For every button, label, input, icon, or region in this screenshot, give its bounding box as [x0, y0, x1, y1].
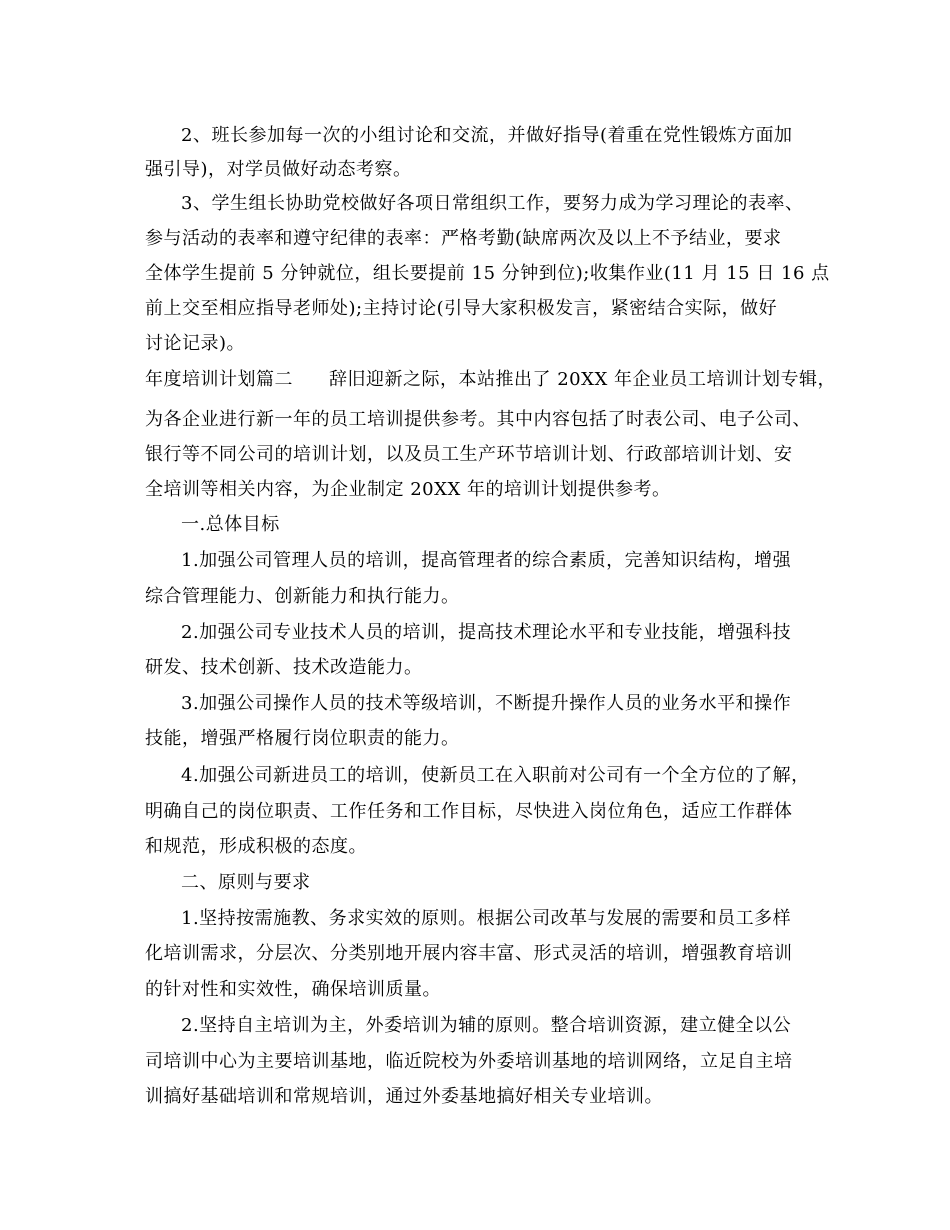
text-line: 和规范，形成积极的态度。 [145, 836, 367, 857]
section-intro: 辞旧迎新之际，本站推出了 20XX 年企业员工培训计划专辑， [329, 369, 836, 390]
text-line: 参与活动的表率和遵守纪律的表率：严格考勤(缺席两次及以上不予结业，要求 [145, 228, 782, 249]
text-line: 技能，增强严格履行岗位职责的能力。 [145, 728, 460, 749]
text-line: 讨论记录)。 [145, 333, 246, 354]
text-line: 研发、技术创新、技术改造能力。 [145, 657, 423, 678]
heading-line: 二、原则与要求 [181, 872, 311, 893]
text-line: 训搞好基础培训和常规培训，通过外委基地搞好相关专业培训。 [145, 1086, 663, 1107]
text-line: 1.坚持按需施教、务求实效的原则。根据公司改革与发展的需要和员工多样 [181, 908, 792, 929]
text-line: 明确自己的岗位职责、工作任务和工作目标，尽快进入岗位角色，适应工作群体 [145, 801, 793, 822]
text-line: 3、学生组长协助党校做好各项日常组织工作，要努力成为学习理论的表率、 [181, 193, 804, 214]
text-line: 前上交至相应指导老师处);主持讨论(引导大家积极发言，紧密结合实际，做好 [145, 298, 778, 319]
section-heading-line [145, 368, 836, 392]
text-line: 4.加强公司新进员工的培训，使新员工在入职前对公司有一个全方位的了解， [181, 765, 810, 786]
text-line: 综合管理能力、创新能力和执行能力。 [145, 586, 460, 607]
text-line: 强引导)，对学员做好动态考察。 [145, 159, 412, 180]
text-line: 2、班长参加每一次的小组讨论和交流，并做好指导(着重在党性锻炼方面加 [181, 125, 793, 146]
text-line: 3.加强公司操作人员的技术等级培训，不断提升操作人员的业务水平和操作 [181, 693, 792, 714]
text-line: 银行等不同公司的培训计划，以及员工生产环节培训计划、行政部培训计划、安 [145, 444, 793, 465]
text-line: 2.坚持自主培训为主，外委培训为辅的原则。整合培训资源，建立健全以公 [181, 1015, 792, 1036]
text-line: 全培训等相关内容，为企业制定 20XX 年的培训计划提供参考。 [145, 479, 671, 500]
heading-line: 一.总体目标 [181, 514, 280, 535]
text-line: 2.加强公司专业技术人员的培训，提高技术理论水平和专业技能，增强科技 [181, 622, 792, 643]
text-line: 全体学生提前 5 分钟就位，组长要提前 15 分钟到位);收集作业(11 月 15 日 16 点 [145, 263, 830, 284]
text-line: 的针对性和实效性，确保培训质量。 [145, 979, 441, 1000]
text-line: 为各企业进行新一年的员工培训提供参考。其中内容包括了时表公司、电子公司、 [145, 409, 811, 430]
text-line: 化培训需求，分层次、分类别地开展内容丰富、形式灵活的培训，增强教育培训 [145, 943, 793, 964]
text-line: 1.加强公司管理人员的培训，提高管理者的综合素质，完善知识结构，增强 [181, 550, 792, 571]
section-title: 年度培训计划篇二 [145, 369, 293, 390]
text-line: 司培训中心为主要培训基地，临近院校为外委培训基地的培训网络，立足自主培 [145, 1051, 793, 1072]
